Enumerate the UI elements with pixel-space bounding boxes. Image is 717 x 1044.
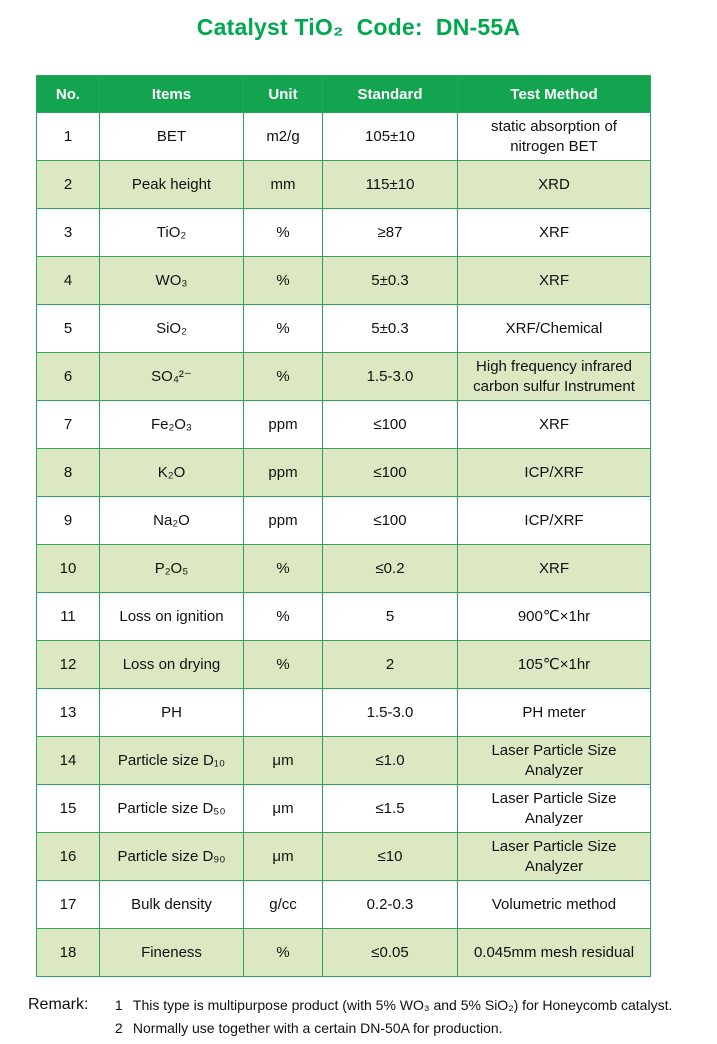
remark-note-text: This type is multipurpose product (with 5% WO₃ and 5% SiO₂) for Honeycomb catalyst. — [132, 997, 673, 1013]
cell-method: XRF/Chemical — [458, 305, 651, 353]
table-row — [37, 737, 651, 785]
cell-item: BET — [100, 113, 244, 161]
cell-item: SO₄²⁻ — [100, 353, 244, 401]
cell-no: 6 — [37, 353, 100, 401]
cell-standard: 5 — [323, 593, 458, 641]
cell-unit: mm — [244, 161, 323, 209]
cell-no: 5 — [37, 305, 100, 353]
cell-method: Volumetric method — [458, 881, 651, 929]
cell-no: 4 — [37, 257, 100, 305]
cell-item: Bulk density — [100, 881, 244, 929]
remark-note — [115, 1017, 672, 1040]
cell-item: Loss on ignition — [100, 593, 244, 641]
spec-table-body — [37, 113, 651, 977]
cell-item: Loss on drying — [100, 641, 244, 689]
cell-method: XRF — [458, 545, 651, 593]
cell-no: 1 — [37, 113, 100, 161]
cell-unit: ppm — [244, 449, 323, 497]
table-row — [37, 353, 651, 401]
table-row — [37, 113, 651, 161]
cell-method: 0.045mm mesh residual — [458, 929, 651, 977]
cell-standard: 5±0.3 — [323, 305, 458, 353]
cell-unit: % — [244, 305, 323, 353]
cell-method: XRD — [458, 161, 651, 209]
cell-unit: m2/g — [244, 113, 323, 161]
spec-table — [36, 75, 651, 977]
table-row — [37, 689, 651, 737]
remark-note-number: 2 — [114, 1020, 123, 1036]
cell-unit: μm — [244, 833, 323, 881]
cell-standard: ≤0.05 — [323, 929, 458, 977]
cell-item: K₂O — [100, 449, 244, 497]
cell-item: Na₂O — [100, 497, 244, 545]
cell-method: 105℃×1hr — [458, 641, 651, 689]
cell-method: 900℃×1hr — [458, 593, 651, 641]
cell-no: 3 — [37, 209, 100, 257]
cell-item: TiO₂ — [100, 209, 244, 257]
document-page — [0, 14, 717, 1044]
cell-no: 8 — [37, 449, 100, 497]
cell-method: High frequency infrared carbon sulfur Instrument — [458, 353, 651, 401]
cell-no: 10 — [37, 545, 100, 593]
cell-no: 13 — [37, 689, 100, 737]
table-row — [37, 929, 651, 977]
cell-unit: ppm — [244, 401, 323, 449]
cell-standard: 2 — [323, 641, 458, 689]
cell-no: 14 — [37, 737, 100, 785]
cell-method: ICP/XRF — [458, 497, 651, 545]
cell-unit: % — [244, 641, 323, 689]
remark-notes — [115, 994, 672, 1040]
cell-unit — [244, 689, 323, 737]
table-row — [37, 209, 651, 257]
table-row — [37, 545, 651, 593]
cell-item: Particle size D₅₀ — [100, 785, 244, 833]
cell-item: SiO₂ — [100, 305, 244, 353]
cell-no: 11 — [37, 593, 100, 641]
cell-standard: ≤10 — [323, 833, 458, 881]
cell-unit: ppm — [244, 497, 323, 545]
table-row — [37, 641, 651, 689]
cell-unit: g/cc — [244, 881, 323, 929]
cell-standard: ≤100 — [323, 401, 458, 449]
page-title: Catalyst TiO₂ Code: DN-55A — [196, 14, 521, 40]
cell-item: PH — [100, 689, 244, 737]
cell-item: Fineness — [100, 929, 244, 977]
cell-unit: % — [244, 353, 323, 401]
table-row — [37, 785, 651, 833]
table-row — [37, 305, 651, 353]
cell-method: ICP/XRF — [458, 449, 651, 497]
remark-note-text: Normally use together with a certain DN-50A for production. — [132, 1020, 503, 1036]
table-row — [37, 161, 651, 209]
cell-unit: % — [244, 593, 323, 641]
cell-method: Laser Particle Size Analyzer — [458, 785, 651, 833]
cell-method: XRF — [458, 401, 651, 449]
cell-item: Peak height — [100, 161, 244, 209]
cell-item: WO₃ — [100, 257, 244, 305]
cell-no: 17 — [37, 881, 100, 929]
cell-standard: ≤1.0 — [323, 737, 458, 785]
cell-no: 18 — [37, 929, 100, 977]
table-row — [37, 401, 651, 449]
cell-standard: ≤100 — [323, 497, 458, 545]
table-row — [37, 593, 651, 641]
table-row — [37, 449, 651, 497]
cell-standard: 5±0.3 — [323, 257, 458, 305]
cell-unit: μm — [244, 737, 323, 785]
cell-method: static absorption of nitrogen BET — [458, 113, 651, 161]
cell-no: 16 — [37, 833, 100, 881]
cell-item: Particle size D₁₀ — [100, 737, 244, 785]
cell-standard: 105±10 — [323, 113, 458, 161]
table-row — [37, 833, 651, 881]
table-row — [37, 257, 651, 305]
cell-standard: ≤0.2 — [323, 545, 458, 593]
cell-item: P₂O₅ — [100, 545, 244, 593]
column-header-method: Test Method — [458, 76, 651, 113]
cell-method: XRF — [458, 257, 651, 305]
cell-no: 9 — [37, 497, 100, 545]
cell-standard: ≤1.5 — [323, 785, 458, 833]
cell-unit: % — [244, 929, 323, 977]
remark-label: Remark: — [28, 996, 93, 1013]
cell-standard: 1.5-3.0 — [323, 353, 458, 401]
cell-standard: 1.5-3.0 — [323, 689, 458, 737]
cell-method: Laser Particle Size Analyzer — [458, 833, 651, 881]
column-header-unit: Unit — [244, 76, 323, 113]
cell-item: Particle size D₉₀ — [100, 833, 244, 881]
cell-unit: % — [244, 257, 323, 305]
cell-method: XRF — [458, 209, 651, 257]
cell-unit: % — [244, 209, 323, 257]
remark-section — [28, 994, 672, 1040]
cell-item: Fe₂O₃ — [100, 401, 244, 449]
cell-standard: 115±10 — [323, 161, 458, 209]
remark-note-number: 1 — [114, 997, 123, 1013]
cell-unit: μm — [244, 785, 323, 833]
cell-no: 15 — [37, 785, 100, 833]
column-header-standard: Standard — [323, 76, 458, 113]
cell-no: 12 — [37, 641, 100, 689]
column-header-no: No. — [37, 76, 100, 113]
cell-standard: ≥87 — [323, 209, 458, 257]
cell-no: 7 — [37, 401, 100, 449]
cell-no: 2 — [37, 161, 100, 209]
cell-unit: % — [244, 545, 323, 593]
cell-method: PH meter — [458, 689, 651, 737]
remark-note — [115, 994, 672, 1017]
table-row — [37, 881, 651, 929]
cell-method: Laser Particle Size Analyzer — [458, 737, 651, 785]
table-row — [37, 497, 651, 545]
cell-standard: ≤100 — [323, 449, 458, 497]
cell-standard: 0.2-0.3 — [323, 881, 458, 929]
header-row — [37, 76, 651, 113]
column-header-items: Items — [100, 76, 244, 113]
